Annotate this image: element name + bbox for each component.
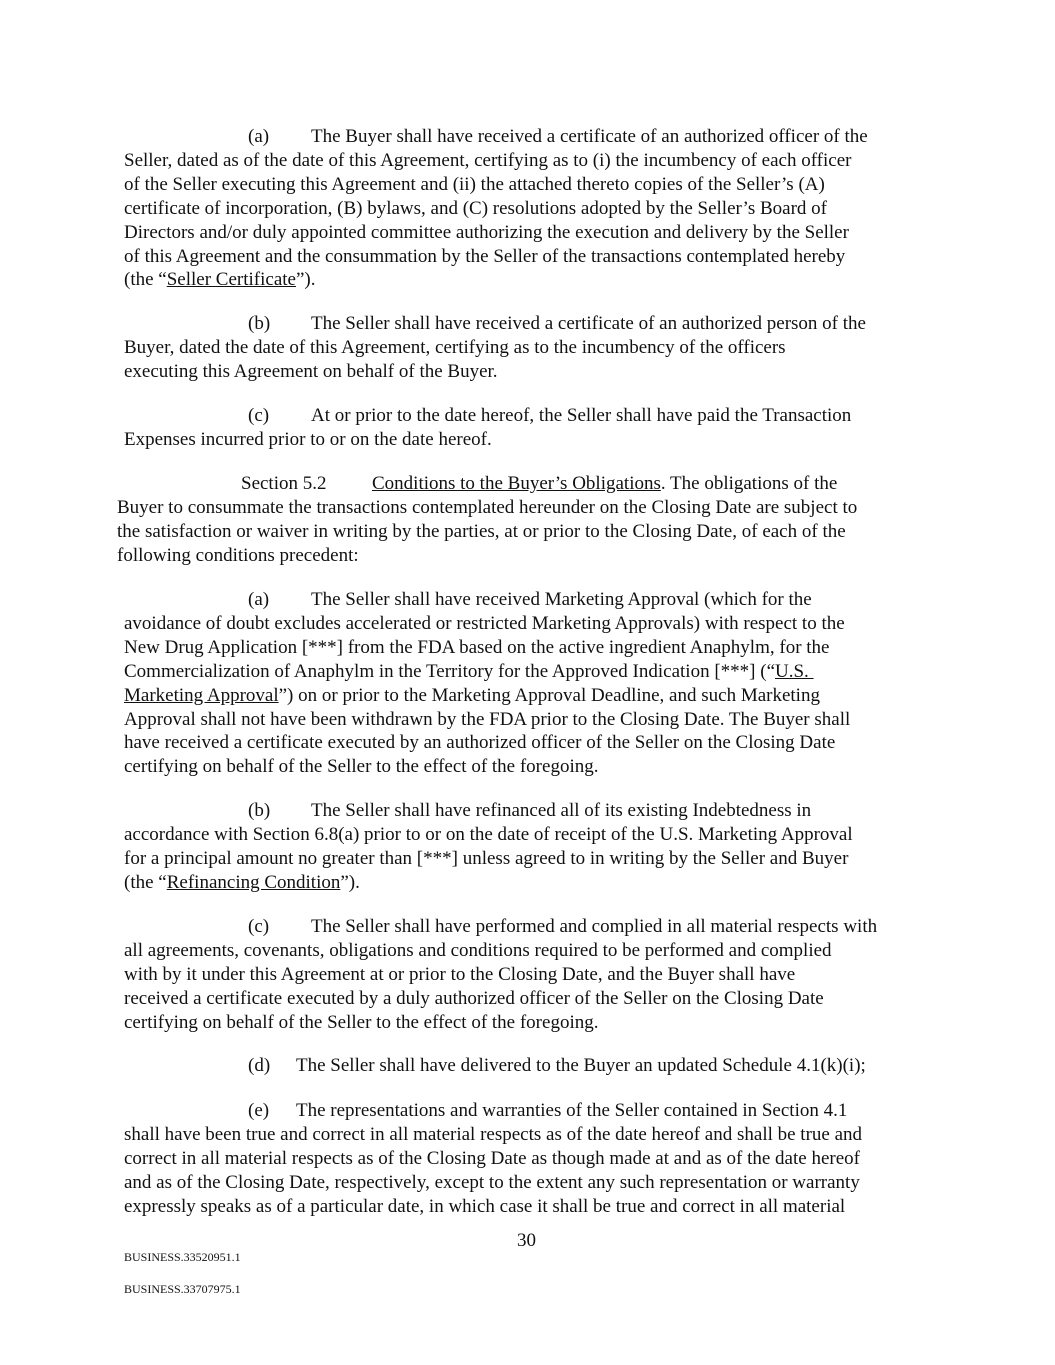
text-line: [311, 588, 812, 612]
text-segment: ”).: [340, 871, 360, 893]
defined-term: U.S.: [775, 660, 814, 682]
text-segment: for a principal amount no greater than [***] unless agreed to in writing by the Seller and Buyer: [124, 847, 849, 869]
text-segment: Commercialization of Anaphylm in the Territory for the Approved Indication [***] (“: [124, 660, 776, 682]
text-segment: have received a certificate executed by an authorized officer of the Seller on the Closing Date: [124, 732, 836, 754]
text-segment: expressly speaks as of a particular date, in which case it shall be true and correct in all material: [124, 1195, 846, 1217]
text-line: [311, 799, 811, 823]
text-segment: Buyer to consummate the transactions contemplated hereunder on the Closing Date are subject to: [117, 496, 858, 518]
text-line: [124, 660, 814, 684]
text-line: [124, 1195, 845, 1219]
text-line: [124, 221, 849, 245]
text-segment: ”).: [295, 269, 316, 291]
paragraph-label: (d): [248, 1055, 271, 1076]
text-segment: The Buyer shall have received a certificate of an authorized officer of the: [311, 126, 868, 147]
text-segment: the satisfaction or waiver in writing by the parties, at or prior to the Closing Date, of each of the: [117, 520, 846, 542]
text-segment: certifying on behalf of the Seller to the effect of the foregoing.: [124, 1011, 599, 1033]
text-line: [124, 755, 598, 779]
defined-term: Refinancing Condition: [166, 871, 341, 893]
paragraph-label: (c): [248, 405, 270, 426]
text-segment: (the “: [124, 871, 167, 893]
text-line: [311, 915, 877, 939]
text-line: [124, 360, 498, 384]
paragraph-label: (c): [248, 916, 270, 937]
text-segment: The Seller shall have delivered to the Buyer an updated Schedule 4.1(k)(i);: [296, 1055, 866, 1076]
text-line: [124, 1147, 860, 1171]
text-segment: Directors and/or duly appointed committee authorizing the execution and delivery by the Seller: [124, 221, 849, 243]
text-line: [124, 336, 786, 360]
text-line: [124, 1123, 862, 1147]
text-line: [124, 197, 827, 221]
defined-term: Seller Certificate: [166, 269, 296, 291]
defined-term: Marketing Approval: [124, 684, 279, 706]
text-segment: Expenses incurred prior to or on the date hereof.: [124, 428, 492, 450]
paragraph-label: (b): [248, 313, 271, 334]
paragraph-label: (b): [248, 800, 271, 821]
text-line: [124, 636, 829, 660]
text-line: [124, 684, 820, 708]
text-line: [117, 496, 857, 520]
text-segment: Seller, dated as of the date of this Agreement, certifying as to (i) the incumbency of each officer: [124, 149, 852, 171]
text-line: [124, 963, 795, 987]
text-line: [124, 428, 492, 452]
text-line: [124, 847, 848, 871]
defined-term: Conditions to the Buyer’s Obligations: [372, 473, 661, 494]
paragraph-label: (e): [248, 1100, 270, 1121]
text-segment: New Drug Application [***] from the FDA based on the active ingredient Anaphylm, for the: [124, 636, 830, 658]
text-line: [124, 173, 825, 197]
text-line: [117, 544, 359, 568]
text-line: [124, 939, 832, 963]
text-segment: correct in all material respects as of the Closing Date as though made at and as of the date hereof: [124, 1147, 860, 1169]
text-segment: all agreements, covenants, obligations and conditions required to be performed and complied: [124, 939, 832, 961]
text-line: [311, 312, 866, 336]
text-line: [124, 1011, 598, 1035]
text-segment: . The obligations of the: [660, 473, 838, 494]
text-line: [372, 472, 837, 496]
text-line: [296, 1099, 847, 1123]
text-line: [124, 871, 360, 895]
text-segment: ”) on or prior to the Marketing Approval Deadline, and such Marketing: [278, 684, 820, 706]
text-segment: The Seller shall have received a certificate of an authorized person of the: [311, 313, 866, 334]
text-line: [311, 125, 868, 149]
text-line: [124, 987, 824, 1011]
text-segment: with by it under this Agreement at or prior to the Closing Date, and the Buyer shall have: [124, 963, 796, 985]
text-line: [124, 708, 850, 732]
text-segment: accordance with Section 6.8(a) prior to or on the date of receipt of the U.S. Marketing Approval: [124, 823, 853, 845]
text-segment: avoidance of doubt excludes accelerated or restricted Marketing Approvals) with respect to the: [124, 612, 845, 634]
text-line: [124, 731, 835, 755]
text-segment: Buyer, dated the date of this Agreement, certifying as to the incumbency of the officers: [124, 336, 786, 358]
text-segment: executing this Agreement on behalf of the Buyer.: [124, 360, 498, 382]
text-segment: and as of the Closing Date, respectively, except to the extent any such representation or warranty: [124, 1171, 860, 1193]
text-segment: received a certificate executed by a duly authorized officer of the Seller on the Closing Date: [124, 987, 824, 1009]
text-segment: following conditions precedent:: [117, 544, 359, 566]
footer-doc-id-1: BUSINESS.33520951.1: [124, 1250, 241, 1264]
page-number: 30: [517, 1230, 536, 1251]
text-line: [124, 823, 853, 847]
text-segment: certifying on behalf of the Seller to the effect of the foregoing.: [124, 756, 599, 778]
text-segment: shall have been true and correct in all material respects as of the date hereof and shall be true and: [124, 1123, 863, 1145]
text-line: [124, 1171, 860, 1195]
text-line: [296, 1054, 866, 1078]
footer-doc-id-2: BUSINESS.33707975.1: [124, 1282, 241, 1296]
text-line: [124, 245, 845, 269]
text-segment: of this Agreement and the consummation by the Seller of the transactions contemplated hereby: [124, 245, 846, 267]
paragraph-label: (a): [248, 126, 270, 147]
paragraph-label: (a): [248, 589, 270, 610]
text-segment: The Seller shall have received Marketing Approval (which for the: [311, 589, 812, 610]
text-segment: Approval shall not have been withdrawn by the FDA prior to the Closing Date. The Buyer shall: [124, 708, 851, 730]
text-segment: At or prior to the date hereof, the Seller shall have paid the Transaction: [311, 405, 852, 426]
text-segment: The Seller shall have performed and complied in all material respects with: [311, 916, 878, 937]
text-line: [117, 520, 846, 544]
paragraph-label: Section 5.2: [241, 473, 327, 494]
text-line: [124, 149, 851, 173]
text-line: [124, 612, 845, 636]
text-line: [124, 268, 316, 292]
text-line: [311, 404, 851, 428]
text-segment: The representations and warranties of the Seller contained in Section 4.1: [296, 1100, 848, 1121]
text-segment: The Seller shall have refinanced all of its existing Indebtedness in: [311, 800, 812, 821]
text-segment: (the “: [124, 269, 167, 291]
text-segment: of the Seller executing this Agreement and (ii) the attached thereto copies of the Seller’s (A): [124, 173, 825, 195]
text-segment: certificate of incorporation, (B) bylaws, and (C) resolutions adopted by the Seller’s Board of: [124, 197, 827, 219]
